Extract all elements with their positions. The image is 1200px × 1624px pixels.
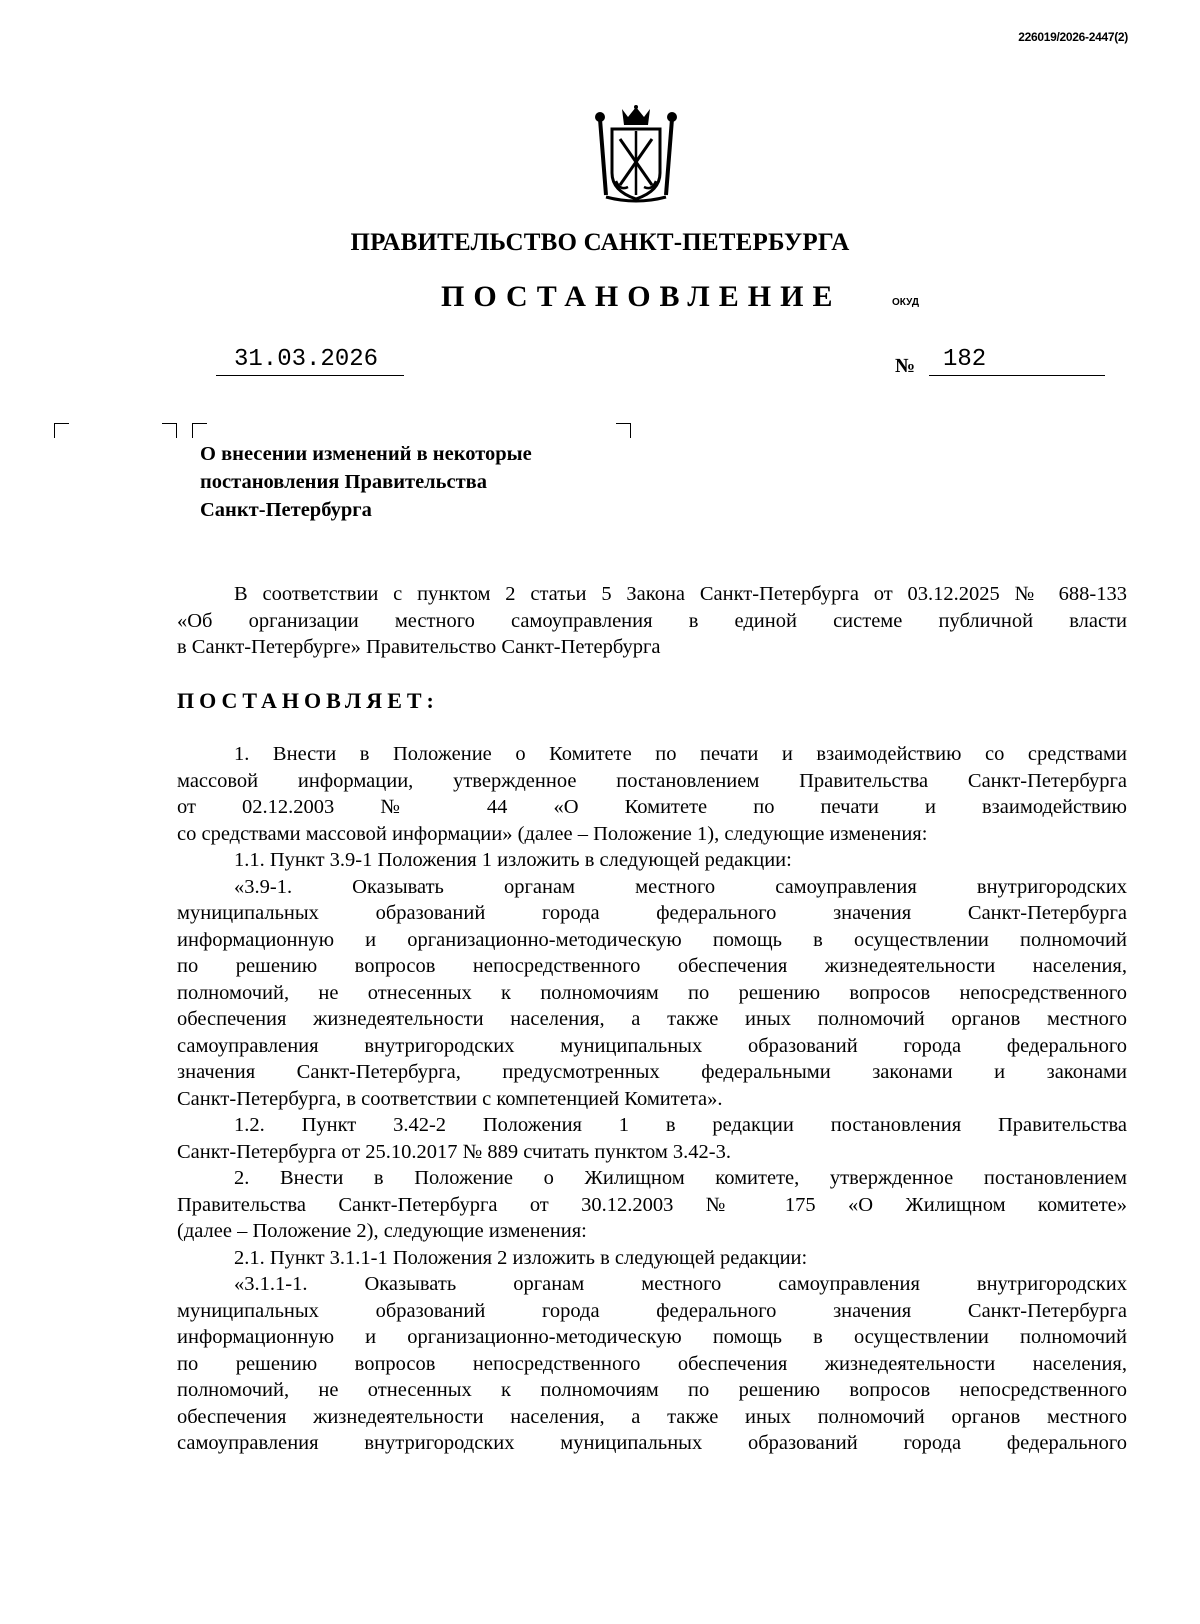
st-petersburg-coat-of-arms-icon — [590, 105, 682, 205]
margin-bracket — [54, 423, 69, 438]
text-line: самоуправления внутригородских муниципальных образований города федерального — [177, 1034, 1127, 1057]
document-subject — [200, 440, 532, 524]
text-line: муниципальных образований города федерального значения Санкт-Петербурга — [177, 1299, 1127, 1322]
text-line: 1. Внести в Положение о Комитете по печати и взаимодействию со средствами — [234, 743, 1127, 765]
subject-line: постановления Правительства — [200, 471, 487, 493]
text-line: полномочий, не отнесенных к полномочиям по решению вопросов непосредственного — [177, 1379, 1127, 1401]
document-type: ПОСТАНОВЛЕНИЕ — [441, 280, 842, 313]
text-line: со средствами массовой информации» (далее – Положение 1), следующие изменения: — [177, 822, 928, 845]
text-line: Санкт-Петербурга, в соответствии с компетенцией Комитета». — [177, 1087, 723, 1110]
text-line: значения Санкт-Петербурга, предусмотренных федеральными законами и законами — [177, 1061, 1127, 1083]
text-line: информационную и организационно-методическую помощь в осуществлении полномочий — [177, 928, 1127, 951]
text-line: в Санкт-Петербурге» Правительство Санкт-Петербурга — [177, 636, 661, 658]
text-line: Правительства Санкт-Петербурга от 30.12.2003 № 175 «О Жилищном комитете» — [177, 1193, 1127, 1216]
text-line: самоуправления внутригородских муниципальных образований города федерального — [177, 1432, 1127, 1454]
text-line: муниципальных образований города федерального значения Санкт-Петербурга — [177, 902, 1127, 924]
text-line: обеспечения жизнедеятельности населения, а также иных полномочий органов местного — [177, 1405, 1127, 1428]
document-registration-code: 226019/2026-2447(2) — [1018, 30, 1128, 44]
subject-bracket-close — [616, 423, 631, 438]
text-line: «Об организации местного самоуправления в единой системе публичной власти — [177, 609, 1127, 632]
text-line: массовой информации, утвержденное постановлением Правительства Санкт-Петербурга — [177, 769, 1127, 792]
number-label: № — [895, 355, 916, 377]
text-line: информационную и организационно-методическую помощь в осуществлении полномочий — [177, 1326, 1127, 1348]
subject-line: Санкт-Петербурга — [200, 499, 372, 521]
okud-label: ОКУД — [892, 297, 919, 308]
subject-bracket-open — [192, 423, 207, 438]
text-line: Санкт-Петербурга от 25.10.2017 № 889 считать пунктом 3.42-3. — [177, 1140, 731, 1163]
text-line: 1.1. Пункт 3.9-1 Положения 1 изложить в следующей редакции: — [234, 849, 792, 871]
text-line: (далее – Положение 2), следующие изменения: — [177, 1220, 587, 1242]
text-line: 2. Внести в Положение о Жилищном комитете, утвержденное постановлением — [234, 1167, 1127, 1189]
text-line: 1.2. Пункт 3.42-2 Положения 1 в редакции постановления Правительства — [234, 1114, 1127, 1136]
government-title: ПРАВИТЕЛЬСТВО САНКТ-ПЕТЕРБУРГА — [350, 229, 850, 256]
text-line: от 02.12.2003 № 44 «О Комитете по печати и взаимодействию — [177, 796, 1127, 818]
text-line: «3.1.1-1. Оказывать органам местного самоуправления внутригородских — [234, 1273, 1127, 1295]
margin-bracket — [162, 423, 177, 438]
text-line: по решению вопросов непосредственного обеспечения жизнедеятельности населения, — [177, 955, 1127, 977]
preamble — [177, 581, 1127, 661]
text-line: обеспечения жизнедеятельности населения, а также иных полномочий органов местного — [177, 1008, 1127, 1030]
text-line: по решению вопросов непосредственного обеспечения жизнедеятельности населения, — [177, 1352, 1127, 1375]
decree-heading: ПОСТАНОВЛЯЕТ: — [177, 688, 439, 713]
document-number: 182 — [929, 346, 1105, 376]
text-line: В соответствии с пунктом 2 статьи 5 Закона Санкт-Петербурга от 03.12.2025 № 688-133 — [234, 583, 1127, 605]
subject-line: О внесении изменений в некоторые — [200, 443, 532, 465]
text-line: «3.9-1. Оказывать органам местного самоуправления внутригородских — [234, 875, 1127, 898]
decree-clauses — [177, 741, 1127, 1457]
text-line: полномочий, не отнесенных к полномочиям по решению вопросов непосредственного — [177, 981, 1127, 1004]
text-line: 2.1. Пункт 3.1.1-1 Положения 2 изложить в следующей редакции: — [234, 1246, 808, 1269]
document-date: 31.03.2026 — [216, 346, 404, 376]
